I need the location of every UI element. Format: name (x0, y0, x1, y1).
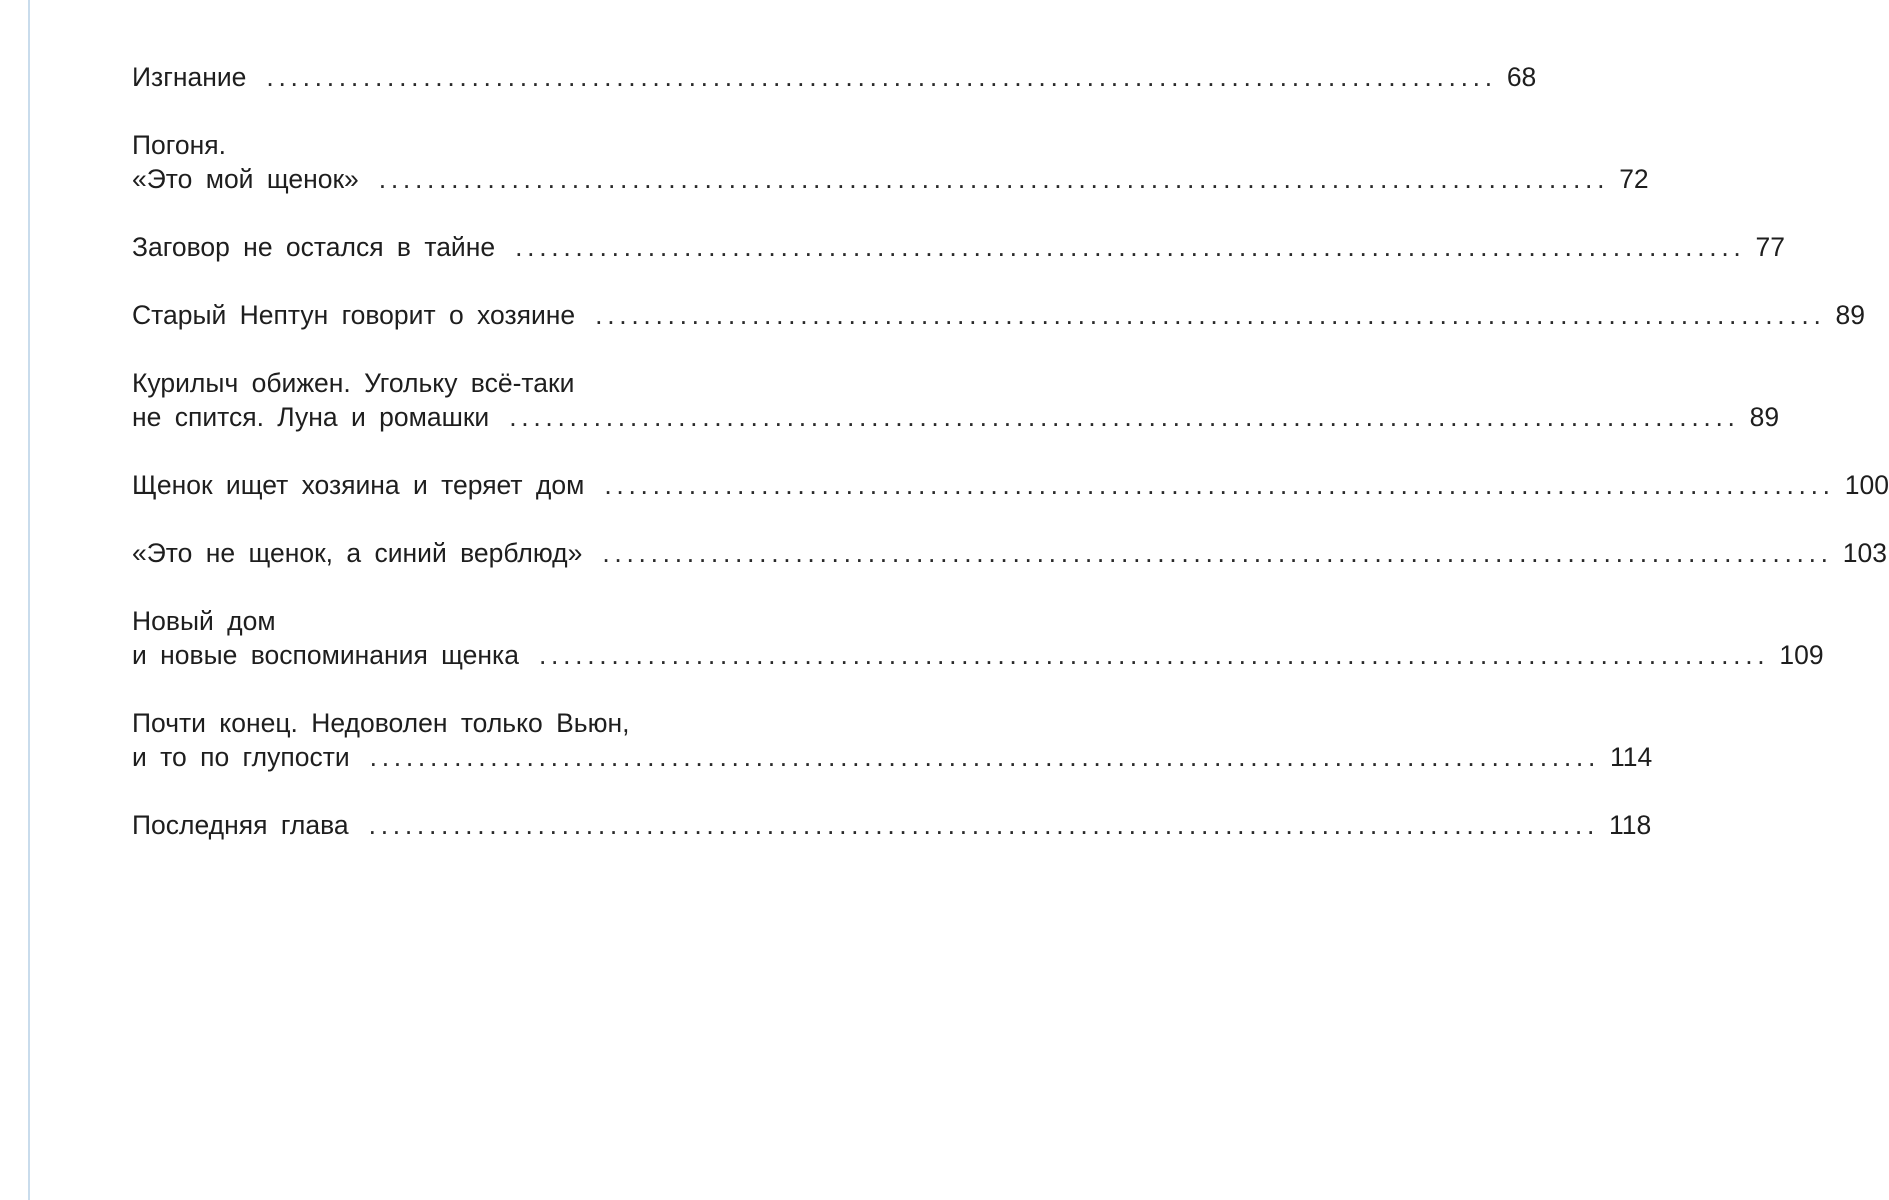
toc-page-number: 89 (1749, 402, 1780, 432)
dot-leader: ...................................................................................................... (604, 470, 1835, 500)
toc-page-number: 118 (1609, 810, 1652, 840)
toc-entry-title: «Это мой щенок» (132, 164, 359, 194)
toc-page-number: 109 (1779, 640, 1824, 670)
toc-entry-title: Изгнание (132, 62, 247, 92)
toc-entry (132, 60, 1537, 94)
toc-entry-title: и новые воспоминания щенка (132, 640, 519, 670)
toc-page-number: 100 (1844, 470, 1889, 500)
toc-entry-title: и то по глупости (132, 742, 350, 772)
toc-entry-title: Щенок ищет хозяина и теряет дом (132, 470, 585, 500)
toc-entry-title: не спится. Луна и ромашки (132, 402, 490, 432)
toc-entry-title: Погоня. (132, 130, 226, 160)
toc-entry (132, 128, 1649, 196)
page-edge-line (28, 0, 30, 1200)
toc-entry-title: Почти конец. Недоволен только Вьюн, (132, 708, 630, 738)
toc-entry-title: Старый Нептун говорит о хозяине (132, 300, 576, 330)
dot-leader: ...................................................................................................... (266, 62, 1497, 92)
dot-leader: ...................................................................................................... (369, 742, 1601, 772)
table-of-contents (132, 60, 1889, 876)
toc-entry-title: «Это не щенок, а синий верблюд» (132, 538, 583, 568)
dot-leader: ...................................................................................................... (595, 300, 1826, 330)
dot-leader: ...................................................................................................... (602, 538, 1833, 568)
toc-entry (132, 604, 1824, 672)
toc-entry-title: Новый дом (132, 606, 276, 636)
toc-entry (132, 706, 1653, 774)
toc-page-number: 72 (1619, 164, 1649, 194)
dot-leader: ...................................................................................................... (515, 232, 1746, 262)
toc-page-number: 89 (1835, 300, 1865, 330)
toc-page-number: 77 (1755, 232, 1785, 262)
toc-entry-title: Курилыч обижен. Угольку всё-таки (132, 368, 575, 398)
toc-entry-title: Последняя глава (132, 810, 349, 840)
toc-entry (132, 298, 1865, 332)
toc-entry (132, 536, 1887, 570)
toc-page-number: 103 (1842, 538, 1887, 568)
toc-page-number: 114 (1610, 742, 1653, 772)
toc-page-number: 68 (1506, 62, 1537, 92)
dot-leader: ...................................................................................................... (538, 640, 1770, 670)
dot-leader: ...................................................................................................... (368, 810, 1600, 840)
toc-entry (132, 808, 1652, 842)
dot-leader: ...................................................................................................... (509, 402, 1740, 432)
toc-entry-title: Заговор не остался в тайне (132, 232, 496, 262)
toc-entry (132, 468, 1889, 502)
toc-entry (132, 366, 1780, 434)
dot-leader: ...................................................................................................... (378, 164, 1610, 194)
toc-entry (132, 230, 1785, 264)
